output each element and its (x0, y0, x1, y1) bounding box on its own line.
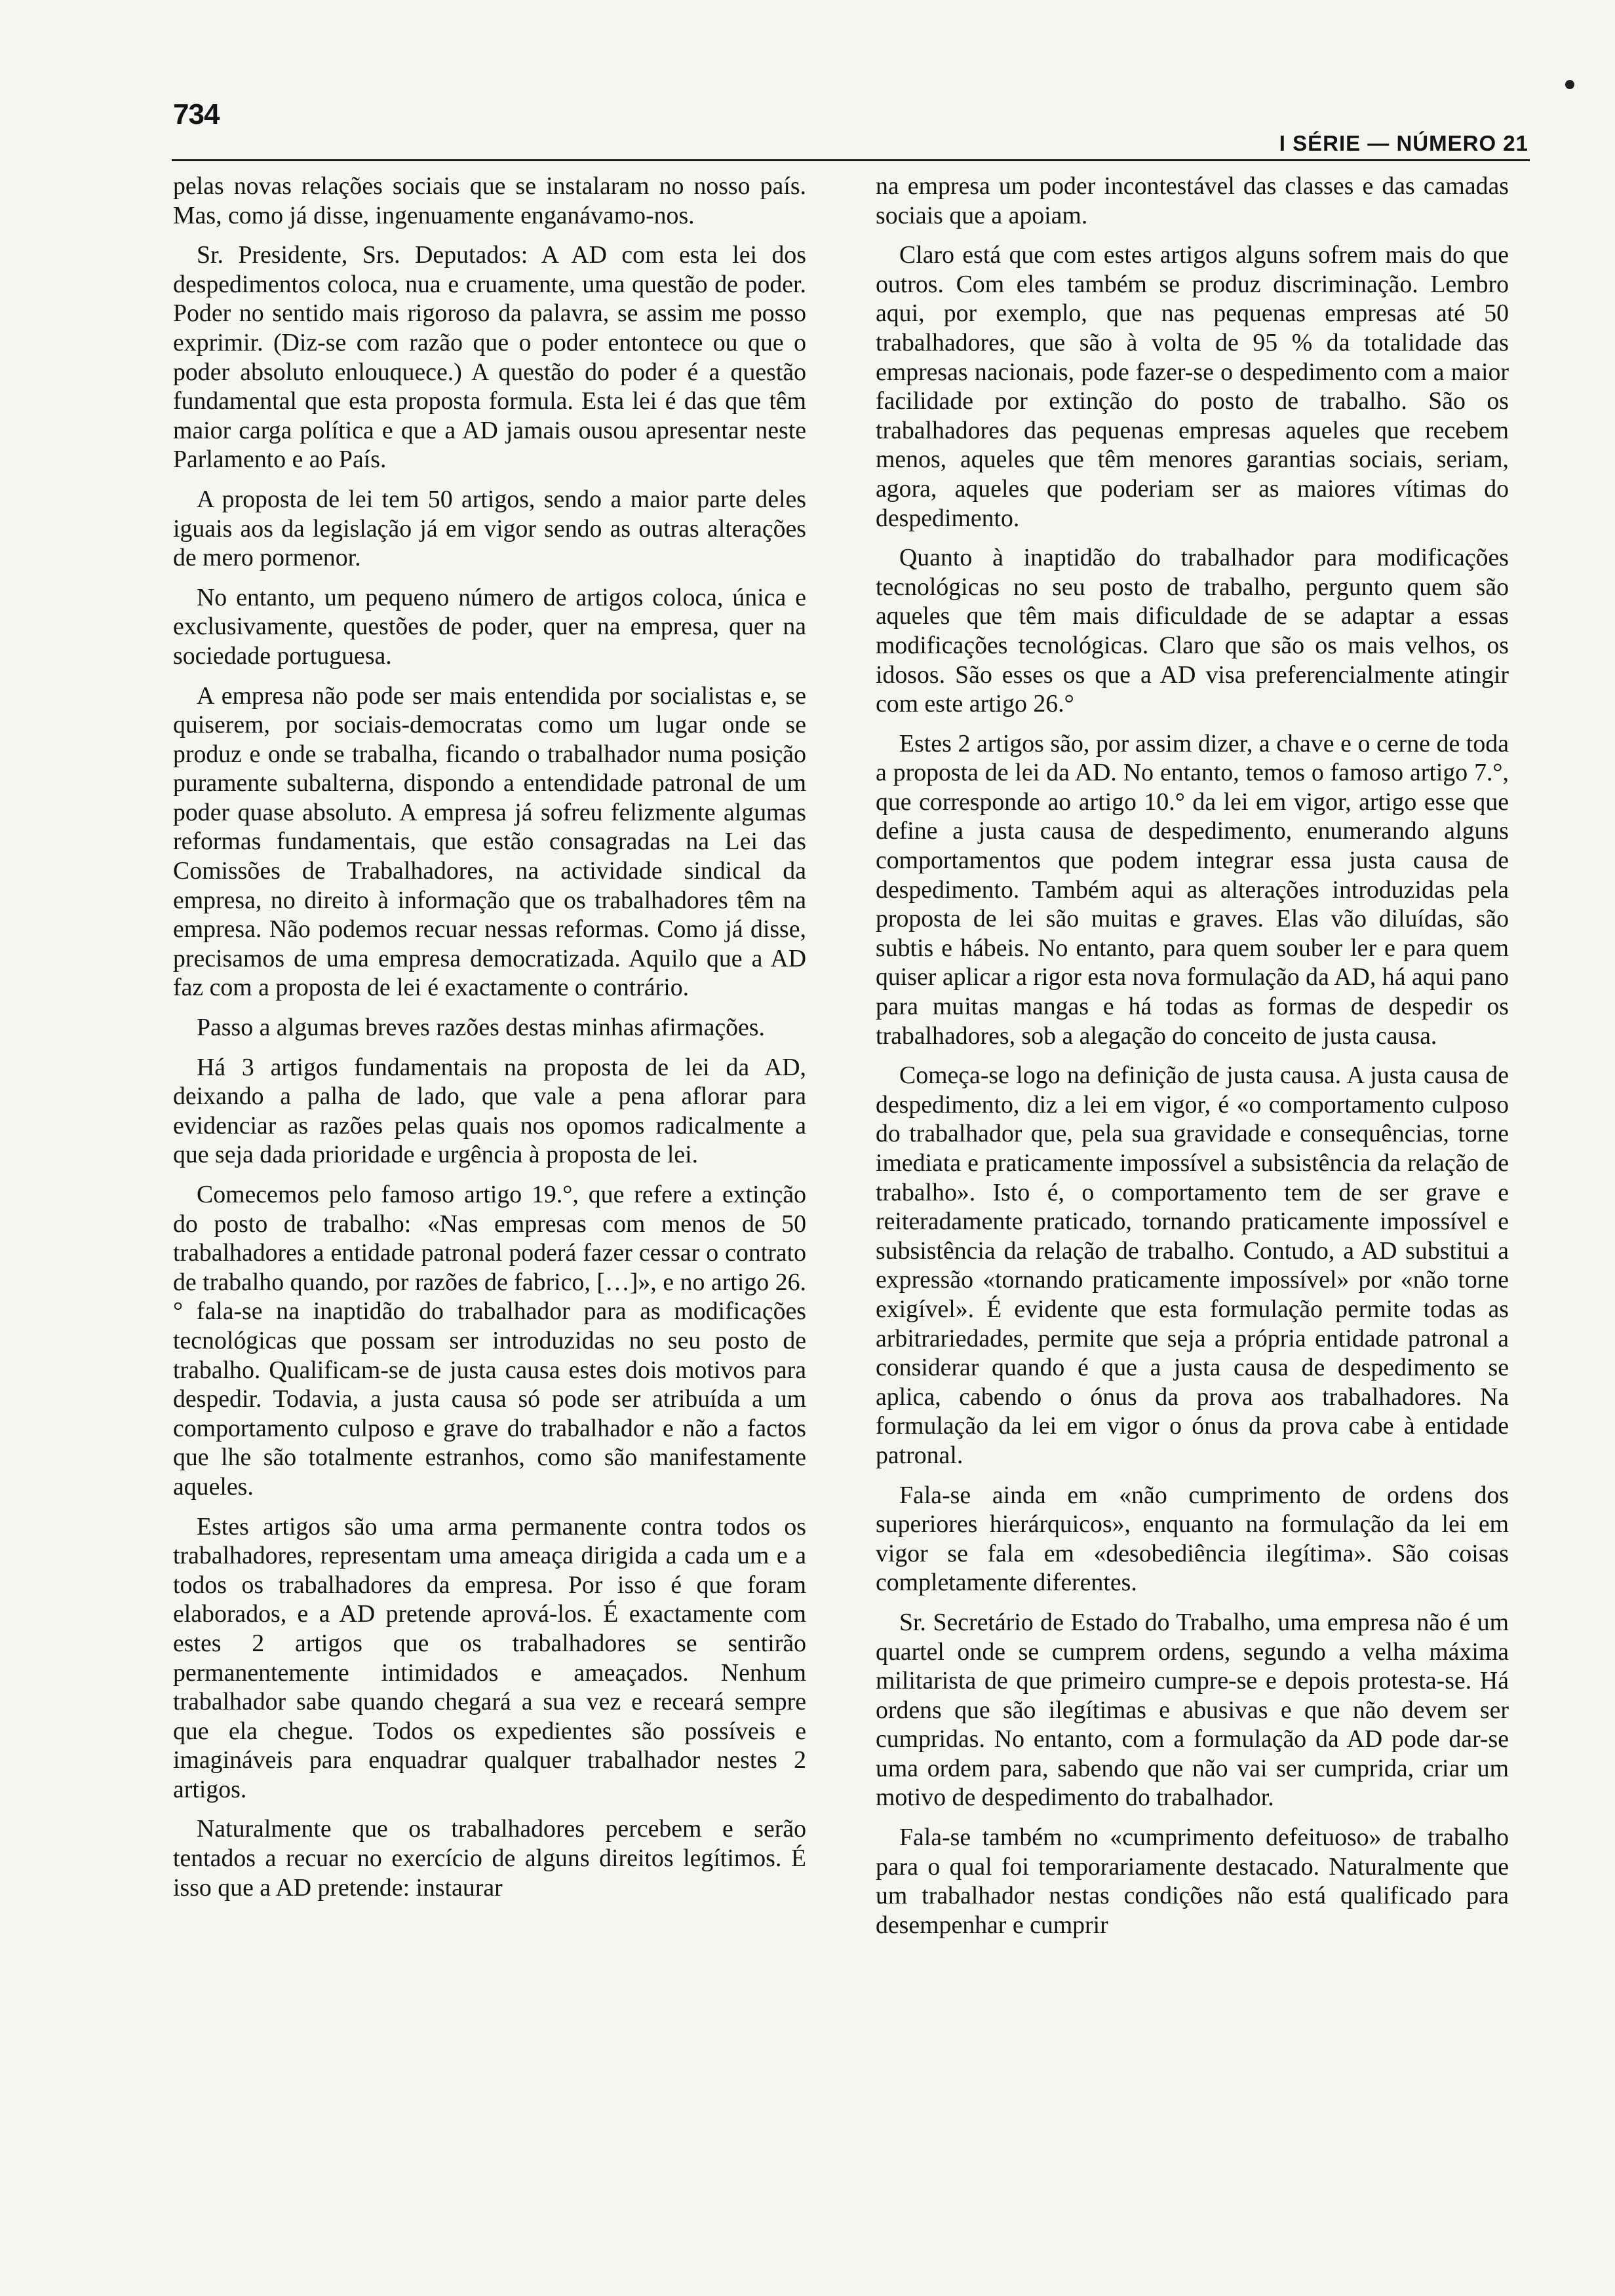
paragraph: Comecemos pelo famoso artigo 19.°, que refere a extinção do posto de trabalho: «Nas empresas com menos de 50 trabalhadores a entidade patronal poderá fazer cessar o contrato de trabalho quando, por razões de fabrico, […]», e no artigo 26.° fala-se na inaptidão do trabalhador para as modificações tecnológicas que possam ser introduzidas no seu posto de trabalho. Qualificam-se de justa causa estes dois motivos para despedir. Todavia, a justa causa só pode ser atribuída a um comportamento culposo e grave do trabalhador e não a factos que lhe são totalmente estranhos, como são manifestamente aqueles. (173, 1181, 806, 1501)
paragraph: Fala-se também no «cumprimento defeituoso» de trabalho para o qual foi temporariamente destacado. Naturalmente que um trabalhador nestas condições não está qualificado para desempenhar e cumprir (876, 1824, 1509, 1939)
paragraph: Há 3 artigos fundamentais na proposta de lei da AD, deixando a palha de lado, que vale a pena aflorar para evidenciar as razões pelas quais nos opomos radicalmente a que seja dada prioridade e urgência à proposta de lei. (173, 1053, 806, 1169)
paragraph: na empresa um poder incontestável das classes e das camadas sociais que a apoiam. (876, 172, 1509, 229)
paragraph: Claro está que com estes artigos alguns sofrem mais do que outros. Com eles também se produz discriminação. Lembro aqui, por exemplo, que nas pequenas empresas até 50 trabalhadores, que são à volta de 95 % da totalidade das empresas nacionais, pode fazer-se o despedimento com a maior facilidade por extinção do posto de trabalho. São os trabalhadores das pequenas empresas aqueles que recebem menos, aqueles que têm menores garantias sociais, seriam, agora, aqueles que poderiam ser as maiores vítimas do despedimento. (876, 241, 1509, 532)
page-number: 734 (173, 98, 220, 130)
paragraph: Sr. Presidente, Srs. Deputados: A AD com esta lei dos despedimentos coloca, nua e cruamente, uma questão de poder. Poder no sentido mais rigoroso da palavra, se assim me posso exprimir. (Diz-se com razão que o poder entontece ou que o poder absoluto enlouquece.) A questão do poder é a questão fundamental que esta proposta formula. Esta lei é das que têm maior carga política e que a AD jamais ousou apresentar neste Parlamento e ao País. (173, 241, 806, 474)
right-column (876, 172, 1509, 1950)
paragraph: pelas novas relações sociais que se instalaram no nosso país. Mas, como já disse, ingenuamente enganávamo-nos. (173, 172, 806, 229)
paragraph: Sr. Secretário de Estado do Trabalho, uma empresa não é um quartel onde se cumprem ordens, segundo a velha máxima militarista de que primeiro cumpre-se e depois protesta-se. Há ordens que são ilegítimas e abusivas e que não devem ser cumpridas. No entanto, com a formulação da AD pode dar-se uma ordem para, sabendo que não vai ser cumprida, criar um motivo de despedimento do trabalhador. (876, 1608, 1509, 1812)
header-rule (172, 159, 1530, 161)
left-column (173, 172, 806, 1913)
paragraph: Estes artigos são uma arma permanente contra todos os trabalhadores, representam uma ameaça dirigida a cada um e a todos os trabalhadores da empresa. Por isso é que foram elaborados, e a AD pretende aprová-los. É exactamente com estes 2 artigos que os trabalhadores se sentirão permanentemente intimidados e ameaçados. Nenhum trabalhador sabe quando chegará a sua vez e receará sempre que ela chegue. Todos os expedientes são possíveis e imagináveis para enquadrar qualquer trabalhador nestes 2 artigos. (173, 1512, 806, 1803)
running-head: I SÉRIE — NÚMERO 21 (1279, 131, 1528, 155)
paragraph: Quanto à inaptidão do trabalhador para modificações tecnológicas no seu posto de trabalho, pergunto quem são aqueles que têm mais dificuldade de se adaptar a essas modificações tecnológicas. Claro que são os mais velhos, os idosos. São esses os que a AD visa preferencialmente atingir com este artigo 26.° (876, 544, 1509, 718)
scan-mark (1565, 80, 1574, 89)
paragraph: A proposta de lei tem 50 artigos, sendo a maior parte deles iguais aos da legislação já em vigor sendo as outras alterações de mero pormenor. (173, 485, 806, 572)
paragraph: A empresa não pode ser mais entendida por socialistas e, se quiserem, por sociais-democratas como um lugar onde se produz e onde se trabalha, ficando o trabalhador numa posição puramente subalterna, dispondo a entendidade patronal de um poder quase absoluto. A empresa já sofreu felizmente algumas reformas fundamentais, que estão consagradas na Lei das Comissões de Trabalhadores, na actividade sindical da empresa, no direito à informação que os trabalhadores têm na empresa. Não podemos recuar nessas reformas. Como já disse, precisamos de uma empresa democratizada. Aquilo que a AD faz com a proposta de lei é exactamente o contrário. (173, 681, 806, 1002)
paragraph: Fala-se ainda em «não cumprimento de ordens dos superiores hierárquicos», enquanto na formulação da lei em vigor se fala em «desobediência ilegítima». São coisas completamente diferentes. (876, 1481, 1509, 1597)
paragraph: No entanto, um pequeno número de artigos coloca, única e exclusivamente, questões de poder, quer na empresa, quer na sociedade portuguesa. (173, 583, 806, 670)
paragraph: Passo a algumas breves razões destas minhas afirmações. (197, 1014, 765, 1042)
paragraph: Naturalmente que os trabalhadores percebem e serão tentados a recuar no exercício de alguns direitos legítimos. É isso que a AD pretende: instaurar (173, 1815, 806, 1902)
paragraph: Começa-se logo na definição de justa causa. A justa causa de despedimento, diz a lei em vigor, é «o comportamento culposo do trabalhador que, pela sua gravidade e consequências, torne imediata e praticamente impossível a subsistência da relação de trabalho». Isto é, o comportamento tem de ser grave e reiteradamente praticado, tornando praticamente impossível e subsistência da relação de trabalho. Contudo, a AD substitui a expressão «tornando praticamente impossível» por «não torne exigível». É evidente que esta formulação permite todas as arbitrariedades, permite que seja a própria entidade patronal a considerar quando é que a justa causa de despedimento se aplica, cabendo o ónus da prova aos trabalhadores. Na formulação da lei em vigor o ónus da prova cabe à entidade patronal. (876, 1062, 1509, 1469)
paragraph: Estes 2 artigos são, por assim dizer, a chave e o cerne de toda a proposta de lei da AD. No entanto, temos o famoso artigo 7.°, que corresponde ao artigo 10.° da lei em vigor, artigo esse que define a justa causa de despedimento, enumerando alguns comportamentos que podem integrar essa justa causa de despedimento. Também aqui as alterações introduzidas pela proposta de lei são muitas e graves. Elas vão diluídas, são subtis e hábeis. No entanto, para quem souber ler e para quem quiser aplicar a rigor esta nova formulação da AD, há aqui pano para muitas mangas e há todas as formas de despedir os trabalhadores, sob a alegação do conceito de justa causa. (876, 729, 1509, 1050)
